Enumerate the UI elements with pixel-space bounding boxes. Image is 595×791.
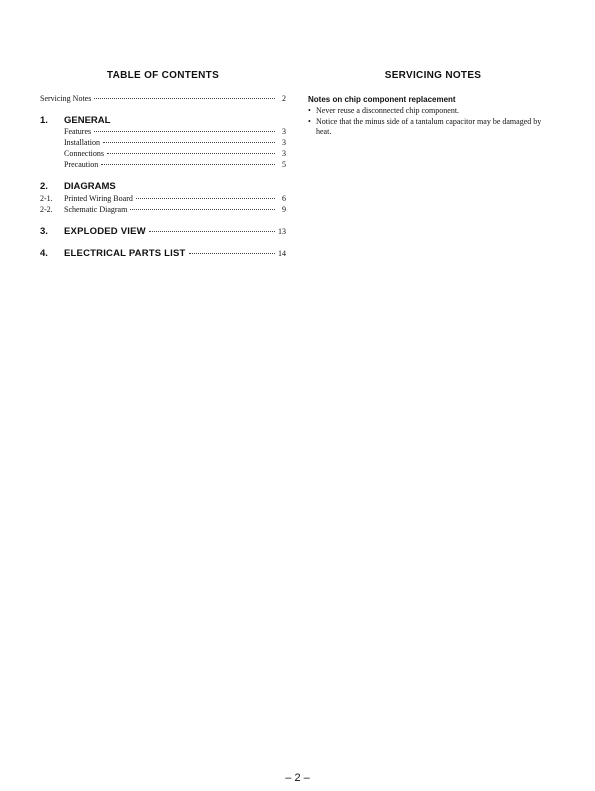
section-number: 2. — [40, 181, 48, 192]
toc-entry-precaution[interactable] — [64, 160, 286, 170]
subsection-number: 2-2. — [40, 205, 53, 214]
subsection-number: 2-1. — [40, 194, 53, 203]
toc-entry-page: 9 — [282, 205, 286, 214]
toc-entry-servicing-notes[interactable] — [40, 94, 286, 104]
section-number: 1. — [40, 115, 48, 126]
dot-leader — [189, 253, 275, 254]
toc-entry-label: Connections — [64, 149, 104, 158]
section-title: GENERAL — [64, 115, 111, 126]
toc-section-general[interactable] — [40, 115, 110, 126]
section-number: 4. — [40, 248, 48, 259]
servicing-notes-heading: SERVICING NOTES — [384, 70, 482, 81]
dot-leader — [107, 153, 275, 154]
toc-entry-page: 5 — [282, 160, 286, 169]
toc-entry-connections[interactable] — [64, 149, 286, 159]
dot-leader — [149, 231, 275, 232]
toc-entry-page: 14 — [278, 249, 286, 258]
toc-entry-page: 3 — [282, 138, 286, 147]
dot-leader — [101, 164, 275, 165]
bullet-icon: • — [308, 106, 311, 115]
toc-entry-installation[interactable] — [64, 138, 286, 148]
toc-entry-label: Installation — [64, 138, 100, 147]
dot-leader — [94, 131, 275, 132]
toc-entry-page: 13 — [278, 227, 286, 236]
dot-leader — [136, 198, 275, 199]
toc-entry-page: 3 — [282, 127, 286, 136]
toc-entry-schematic-diagram[interactable] — [40, 205, 286, 215]
section-title: EXPLODED VIEW — [64, 226, 146, 237]
dot-leader — [103, 142, 275, 143]
note-text: Notice that the minus side of a tantalum capacitor may be damaged by heat. — [316, 117, 542, 136]
toc-entry-label: Printed Wiring Board — [64, 194, 133, 203]
dot-leader — [130, 209, 275, 210]
toc-section-exploded-view[interactable] — [40, 226, 286, 237]
dot-leader — [94, 98, 275, 99]
toc-entry-page: 2 — [282, 94, 286, 103]
note-bullet-item — [308, 106, 558, 116]
page-number: – 2 – — [285, 772, 310, 784]
note-bullet-item — [308, 117, 554, 137]
notes-subheading: Notes on chip component replacement — [308, 95, 456, 104]
section-number: 3. — [40, 226, 48, 237]
toc-entry-label: Features — [64, 127, 92, 136]
toc-section-diagrams[interactable] — [40, 181, 116, 192]
toc-entry-label: Precaution — [64, 160, 99, 169]
toc-entry-page: 6 — [282, 194, 286, 203]
toc-heading: TABLE OF CONTENTS — [106, 70, 220, 81]
toc-entry-label: Servicing Notes — [40, 94, 92, 103]
section-title: DIAGRAMS — [64, 181, 116, 192]
section-title: ELECTRICAL PARTS LIST — [64, 248, 186, 259]
bullet-icon: • — [308, 117, 311, 126]
toc-entry-page: 3 — [282, 149, 286, 158]
toc-entry-printed-wiring-board[interactable] — [40, 194, 286, 204]
note-text: Never reuse a disconnected chip component. — [316, 106, 460, 115]
toc-section-electrical-parts-list[interactable] — [40, 248, 286, 259]
toc-entry-label: Schematic Diagram — [64, 205, 128, 214]
toc-entry-features[interactable] — [64, 127, 286, 137]
